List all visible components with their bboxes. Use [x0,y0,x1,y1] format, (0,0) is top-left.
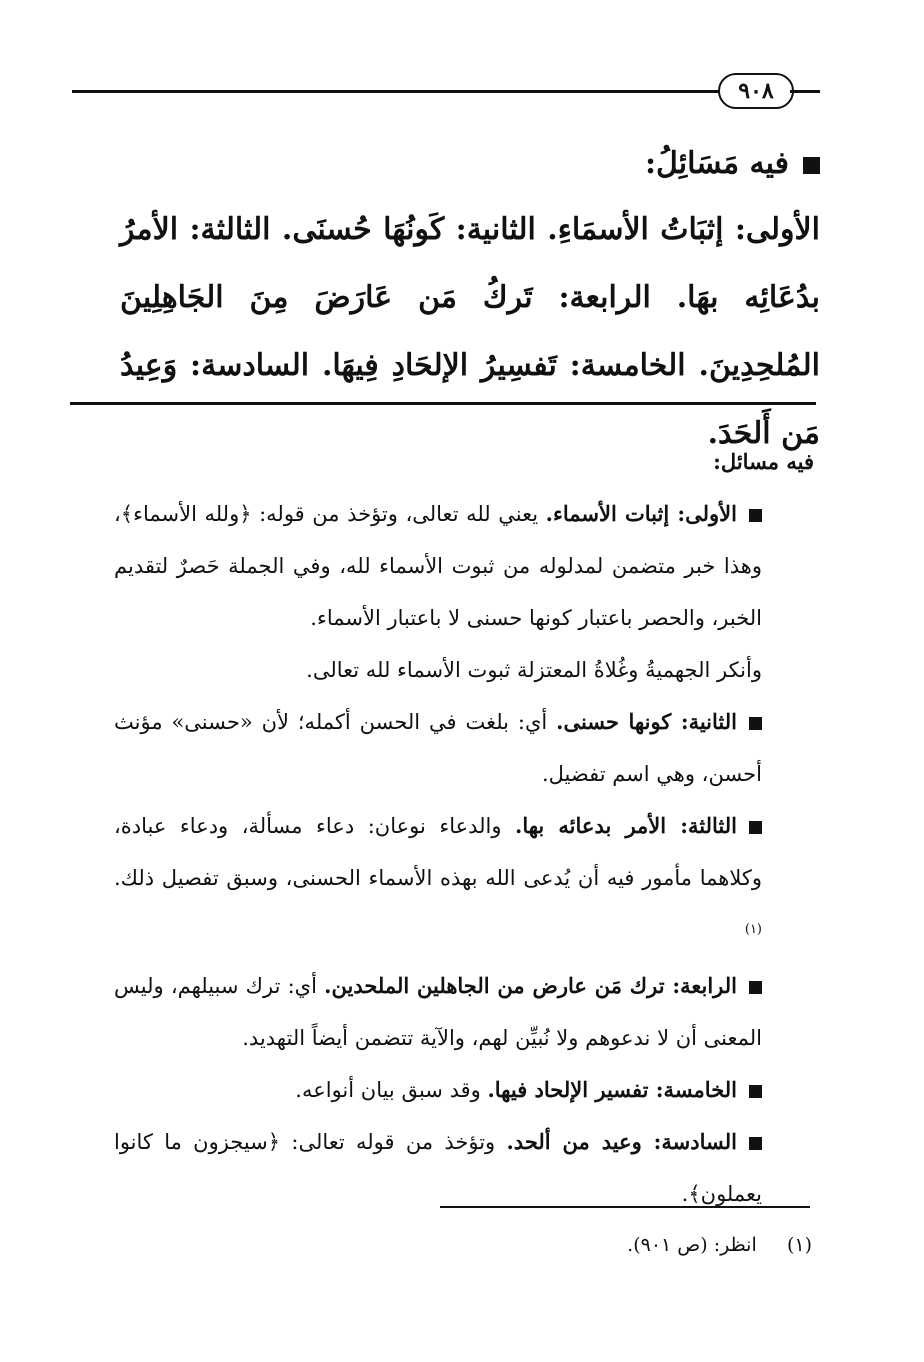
commentary-item-4: الرابعة: ترك مَن عارض من الجاهلين الملحدين. أي: ترك سبيلهم، وليس المعنى أن لا ندعوهم ولا نُبيِّن لهم، والآية تتضمن أيضاً التهديد. [114,973,762,1050]
footnote-rule [440,1206,810,1208]
square-bullet-icon [803,157,820,174]
commentary-item-1: الأولى: إثبات الأسماء. يعني لله تعالى، وتؤخذ من قوله: ﴿ولله الأسماء﴾، وهذا خبر متضمن لمدلوله من ثبوت الأسماء لله، وفي الجملة حَصرٌ لتقديم الخبر، والحصر باعتبار كونها حسنى لا باعتبار الأسماء. [114,501,762,630]
footnote-reference[interactable]: (١) [744,922,762,937]
page-number-badge [718,73,794,109]
square-bullet-icon [749,981,762,994]
square-bullet-icon [749,821,762,834]
square-bullet-icon [749,509,762,522]
commentary-item-2: الثانية: كونها حسنى. أي: بلغت في الحسن أكمله؛ لأن «حسنى» مؤنث أحسن، وهي اسم تفضيل. [114,709,762,786]
commentary-title: فيه مسائل: [713,449,814,474]
commentary-item-3: الثالثة: الأمر بدعائه بها. والدعاء نوعان: دعاء مسألة، ودعاء عبادة، وكلاهما مأمور فيه أن يُدعى الله بهذه الأسماء الحسنى، وسبق تفصيل ذلك.$^{(١)}$ [114,813,762,937]
footnote [312,1230,812,1260]
matn-body: الأولى: إثبَاتُ الأسمَاءِ. الثانية: كَونُهَا حُسنَى. الثالثة: الأمرُ بدُعَائِه بهَا. الرابعة: تَركُ مَن عَارَضَ مِنَ الجَاهِلِينَ المُلحِدِينَ. الخامسة: تَفسِيرُ الإلحَادِ فِيهَا. السادسة: وَعِيدُ مَن أَلحَدَ. [120,212,820,451]
section-divider [70,402,816,405]
commentary [114,436,814,1220]
commentary-item-6: السادسة: وعيد من ألحد. وتؤخذ من قوله تعالى: ﴿سيجزون ما كانوا يعملون﴾. [114,1129,762,1206]
square-bullet-icon [749,1085,762,1098]
square-bullet-icon [749,1137,762,1150]
commentary-item-1-continued: وأنكر الجهميةُ وغُلاةُ المعتزلة ثبوت الأسماء لله تعالى. [306,658,762,682]
square-bullet-icon [749,717,762,730]
footnote-text: انظر: (ص ٩٠١). [627,1234,757,1256]
commentary-item-5: الخامسة: تفسير الإلحاد فيها. وقد سبق بيان أنواعه. [114,1064,814,1116]
footnote-number: (١) [786,1234,812,1256]
page-number: ٩٠٨ [738,78,774,104]
header-rule-right [790,90,820,93]
header-rule-left [72,90,720,93]
matn-heading: فيه مَسَائِلُ: [120,140,820,188]
